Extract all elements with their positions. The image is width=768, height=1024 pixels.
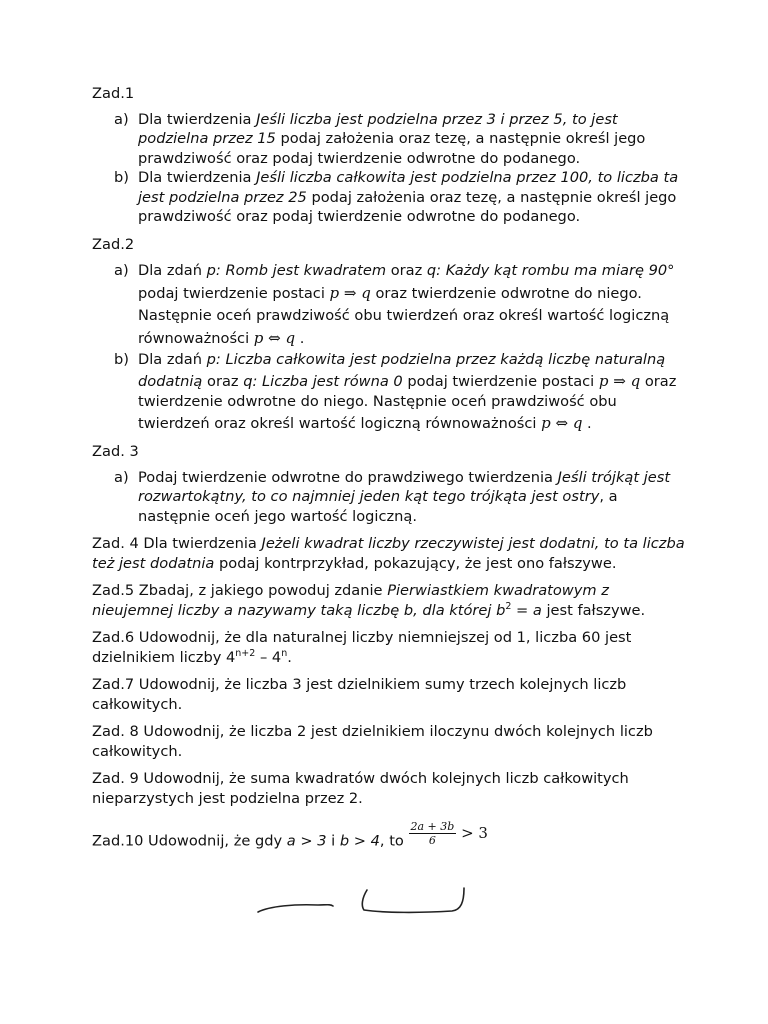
task-1a-pre: Dla twierdzenia [138,110,257,128]
task-1b-marker: b) [114,169,129,186]
task-2b-t1: podaj twierdzenie postaci [402,372,599,390]
task-5-statement-end: = a [511,601,542,619]
task-2b-marker: b) [114,351,129,368]
task-6-mid: – 4 [255,648,282,666]
task-2b-dot: . [582,414,592,432]
task-2a-marker: a) [114,262,129,279]
task-2a-t2: oraz twierdzenie odwrotne do niego. Następnie oceń prawdziwość obu twierdzeń oraz określ wartość logiczną równoważności [138,285,670,347]
task-2a-dot: . [295,330,305,347]
task-2a-q: q: Każdy kąt rombu ma miarę 90° [426,262,675,279]
task-1b-theorem: Jeśli liczba całkowita jest podzielna przez 100, to liczba ta jest podzielna przez 25 [138,169,679,206]
task-4-post: podaj kontrprzykład, pokazujący, że jest ono fałszywe. [214,554,617,572]
task-3-title: Zad. 3 [92,443,139,460]
task-5-post: jest fałszywe. [541,601,646,619]
task-6-pre: Zad.6 Udowodnij, że dla naturalnej liczby niemniejszej od 1, liczba 60 jest dzielnikiem liczby 4 [92,629,632,666]
task-2b-q: q: Liczba jest równa 0 [243,372,403,390]
task-10-condition-b: b > 4 [339,832,380,850]
task-2a-pre: Dla zdań [138,262,207,279]
task-2a-equivalence: p ⇔ q [253,329,296,347]
task-2b-implication: p ⇒ q [598,371,641,390]
task-10-pre: Zad.10 Udowodnij, że gdy [92,832,287,850]
task-2-title: Zad.2 [92,235,135,253]
task-3a-pre: Podaj twierdzenie odwrotne do prawdziwego twierdzenia [138,468,558,486]
task-6-exponent-2: n [281,647,288,659]
task-2a-t1: podaj twierdzenie postaci [138,285,330,302]
task-2a-p: p: Romb jest kwadratem [206,262,387,279]
task-1b-pre: Dla twierdzenia [138,169,257,186]
task-2b-pre: Dla zdań [138,351,207,368]
handwritten-underline [258,905,333,912]
task-3a-post: , a następnie oceń jego wartość logiczną. [138,488,618,525]
task-10-mid: i [326,832,340,850]
task-8: Zad. 8 Udowodnij, że liczba 2 jest dzielnikiem iloczynu dwóch kolejnych liczb całkowitych. [92,723,653,760]
task-10-condition-a: a > 3 [286,832,327,850]
task-5-statement: Pierwiastkiem kwadratowym z nieujemnej liczby a nazywamy taką liczbę b, dla której b [92,582,609,619]
task-9: Zad. 9 Udowodnij, że suma kwadratów dwóch kolejnych liczb całkowitych nieparzystych jest podzielna przez 2. [92,770,629,807]
task-10-post: , to [379,832,409,850]
task-6-exponent-1: n+2 [235,647,256,659]
task-2a-mid: oraz [386,262,427,279]
task-3a-marker: a) [114,468,129,486]
task-2b-p: p: Liczba całkowita jest podzielna przez każdą liczbę naturalną dodatnią [138,351,666,390]
fraction-denominator: 6 [428,834,436,847]
task-3a-theorem: Jeśli trójkąt jest rozwartokątny, to co najmniej jeden kąt tego trójkąta jest ostry [138,468,671,505]
task-5-exponent: 2 [505,600,512,612]
fraction-numerator: 2a + 3b [410,820,455,833]
task-2b-t2: oraz twierdzenie odwrotne do niego. Następnie oceń prawdziwość obu twierdzeń oraz określ wartość logiczną równoważności [138,372,677,432]
task-10-inequality: > 3 [456,823,488,842]
task-2b-mid: oraz [202,372,244,390]
task-4-pre: Zad. 4 Dla twierdzenia [92,535,262,552]
task-1b-post: podaj założenia oraz tezę, a następnie określ jego prawdziwość oraz podaj twierdzenie odwrotne do podanego. [138,188,677,225]
handwritten-bracket [362,888,464,912]
task-1a-post: podaj założenia oraz tezę, a następnie określ jego prawdziwość oraz podaj twierdzenie odwrotne do podanego. [138,130,646,167]
task-6-post: . [287,648,292,666]
task-5-pre: Zad.5 Zbadaj, z jakiego powoduj zdanie [92,582,388,599]
task-1-title: Zad.1 [92,85,135,102]
task-4-theorem: Jeżeli kwadrat liczby rzeczywistej jest dodatni, to ta liczba też jest dodatnia [92,535,685,572]
task-1a-marker: a) [114,110,129,128]
task-2a-implication: p ⇒ q [329,284,371,302]
task-7: Zad.7 Udowodnij, że liczba 3 jest dzielnikiem sumy trzech kolejnych liczb całkowitych. [92,676,627,713]
task-2b-equivalence: p ⇔ q [541,413,583,432]
task-1a-theorem: Jeśli liczba jest podzielna przez 3 i przez 5, to jest podzielna przez 15 [138,110,618,147]
